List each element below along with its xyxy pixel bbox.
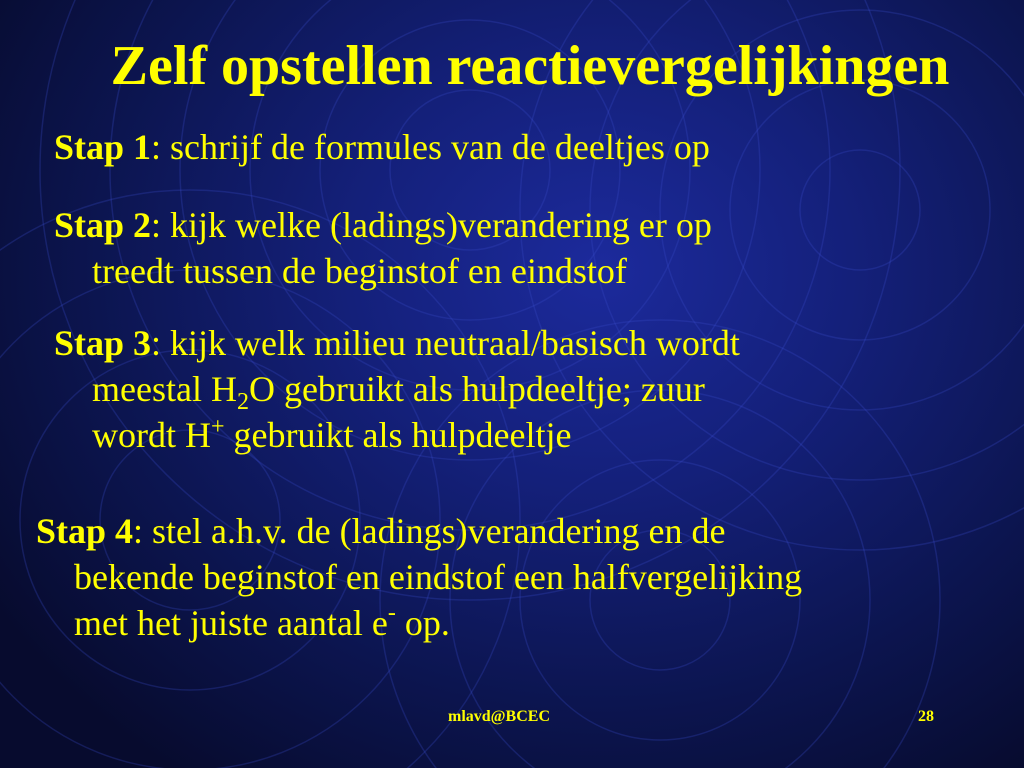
step-3-line-2-pre: meestal H (92, 369, 237, 409)
step-4-text-line-1: : stel a.h.v. de (ladings)verandering en de (133, 511, 726, 551)
step-3-line-3-post: gebruikt als hulpdeeltje (224, 415, 572, 455)
step-4-text-line-2: bekende beginstof en eindstof een halfvergelijking (74, 557, 803, 597)
step-1-label: Stap 1 (54, 127, 152, 167)
water-subscript: 2 (236, 389, 249, 416)
step-3-line-3-pre: wordt H (92, 415, 211, 455)
step-2-text-line-2: treedt tussen de beginstof en eindstof (92, 251, 627, 291)
step-4-line-3-pre: met het juiste aantal e (74, 603, 388, 643)
footer-author: mlavd@BCEC (448, 708, 551, 725)
electron-superscript: - (387, 600, 396, 626)
step-3-text-line-3 (54, 412, 740, 458)
step-2-label: Stap 2 (54, 205, 152, 245)
step-4 (36, 508, 802, 646)
step-4-line-3-post: op. (395, 603, 450, 643)
step-3-text-line-1: : kijk welk milieu neutraal/basisch wordt (151, 323, 740, 363)
step-2 (54, 202, 712, 294)
step-3-line-2-post: O gebruikt als hulpdeeltje; zuur (248, 369, 705, 409)
step-1-text: : schrijf de formules van de deeltjes op (151, 127, 710, 167)
proton-superscript: + (211, 414, 225, 440)
step-2-text-line-1: : kijk welke (ladings)verandering er op (151, 205, 712, 245)
step-3-label: Stap 3 (54, 323, 152, 363)
step-3 (54, 320, 740, 458)
slide-title: Zelf opstellen reactievergelijkingen (110, 35, 950, 97)
step-3-text-line-2 (54, 366, 740, 416)
slide-number: 28 (918, 708, 934, 725)
step-4-text-line-3 (36, 600, 802, 646)
step-1 (54, 124, 710, 170)
step-4-label: Stap 4 (36, 511, 134, 551)
